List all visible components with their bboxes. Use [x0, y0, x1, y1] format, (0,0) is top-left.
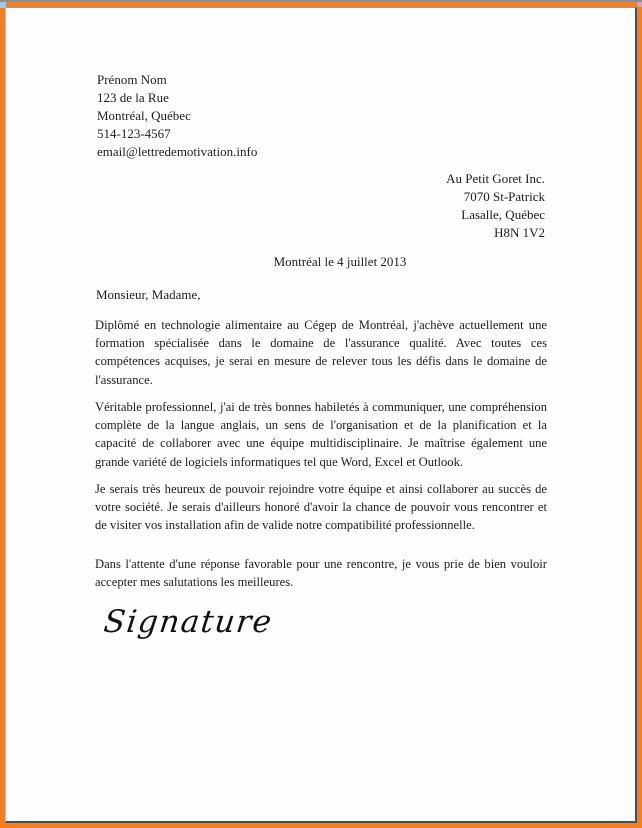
corner-marker-top-right [637, 2, 642, 7]
date-line: Montréal le 4 juillet 2013 [273, 254, 407, 269]
body-paragraph-1: Diplômé en technologie alimentaire au Cégep de Montréal, j'achève actuellement une formation spécialisée dans le domaine de l'assurance qualité. Avec toutes ces compétences acquises, je serai en mesure de relever tous les défis dans le domaine de l'assurance. [95, 318, 547, 387]
body-paragraph-2: Véritable professionnel, j'ai de très bonnes habiletés à communiquer, une compréhension complète de la langue anglais, un sens de l'organisation et de la planification et la capacité de collaborer avec une équipe multidisciplinaire. Je maîtrise également une grande variété de logiciels informatiques tel que Word, Excel et Outlook. [95, 400, 547, 469]
sender-street: 123 de la Rue [97, 90, 169, 105]
sender-name: Prénom Nom [97, 72, 167, 87]
sender-city: Montréal, Québec [97, 108, 191, 123]
sender-email: email@lettredemotivation.info [97, 144, 258, 159]
sender-phone: 514-123-4567 [97, 126, 171, 141]
recipient-street: 7070 St-Patrick [463, 189, 545, 204]
signature-script: Signature [101, 604, 275, 640]
recipient-city: Lasalle, Québec [461, 207, 545, 222]
recipient-postal-code: H8N 1V2 [494, 225, 545, 240]
recipient-company: Au Petit Goret Inc. [446, 171, 545, 186]
body-paragraph-3: Je serais très heureux de pouvoir rejoindre votre équipe et ainsi collaborer au succès de votre société. Je serais d'ailleurs honoré d'avoir la chance de pouvoir vous rencontrer et de visiter vos installation afin de valide notre compatibilité professionnelle. [95, 482, 547, 533]
recipient-address-block [446, 170, 545, 242]
sender-address-block [97, 71, 257, 161]
body-paragraph-4: Dans l'attente d'une réponse favorable pour une rencontre, je vous prie de bien vouloir accepter mes salutations les meilleures. [95, 557, 547, 590]
salutation: Monsieur, Madame, [96, 287, 201, 302]
corner-marker-top-left [0, 2, 6, 8]
